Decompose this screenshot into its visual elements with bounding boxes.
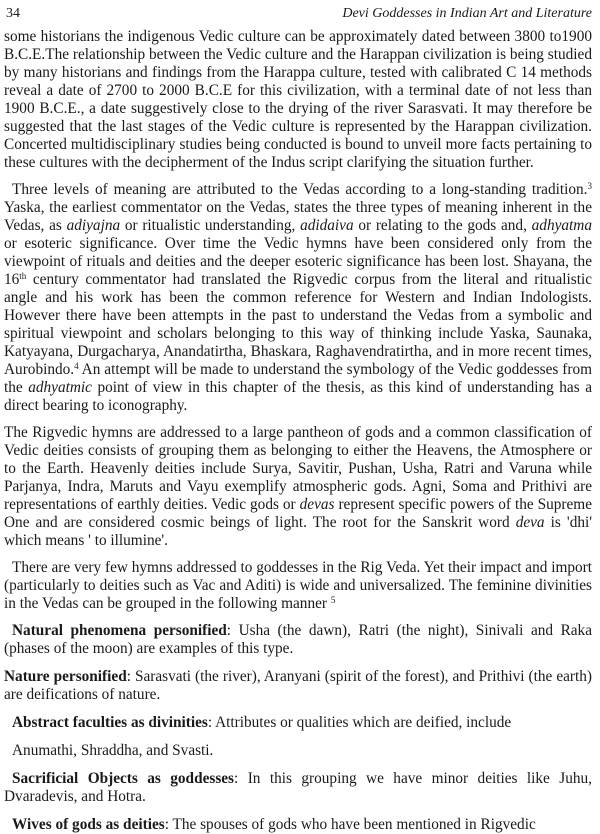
footnote-ref-4: 4: [74, 361, 79, 371]
group-term: Nature personified: [4, 668, 127, 685]
group-nature-personified: [4, 668, 592, 704]
paragraph-3-text-a: The Rigvedic hymns are addressed to a large pantheon of gods and a common classification of Vedic deities consists of grouping them as belonging to either the Heavens, the Atmosphere or to the Earth. Heavenly deities include Surya, Savitir, Pushan, Usha, Ratri and Varuna while Parjanya, Indra, Maruts and Vayu exemplify atmospheric gods. Agni, Soma and Prithivi are representations of earthly deities. Vedic gods or: [4, 424, 592, 513]
group-text: : The spouses of gods who have been mentioned in Rigvedic: [164, 816, 536, 833]
group-term: Sacrificial Objects as goddesses: [12, 770, 235, 787]
running-head: Devi Goddesses in Indian Art and Literature: [342, 6, 592, 21]
group-text: : Sarasvati (the river), Aranyani (spirit of the forest), and Prithivi (the earth) are deifications of nature.: [4, 668, 592, 703]
term-adhyatma: adhyatma: [531, 217, 592, 234]
page-number: 34: [6, 6, 20, 21]
group-term: Natural phenomena personified: [12, 622, 227, 639]
paragraph-3: [4, 424, 592, 550]
paragraph-2-text-e: or esoteric significance. Over time the Vedic hymns have been considered only from the viewpoint of rituals and deities and the deeper esoteric significance has been lost. Shayana, the 16: [4, 235, 592, 288]
term-deva: deva: [515, 514, 545, 531]
group-text: : In this grouping we have minor deities like Juhu, Dvaradevis, and Hotra.: [4, 770, 592, 805]
page-header: [4, 0, 592, 28]
group-term: Abstract faculties as divinities: [12, 714, 208, 731]
term-adidaiva: adidaiva: [300, 217, 354, 234]
group-text: : Attributes or qualities which are deified, include: [207, 714, 512, 731]
paragraph-1: some historians the indigenous Vedic culture can be approximately dated between 3800 to1900 B.C.E.The relationship between the Vedic culture and the Harappan civilization is being studied by many historians and findings from the Harappa culture, tested with calibrated C 14 methods reveal a date of 2700 to 2000 B.C.E for this civilization, with a terminal date of not less than 1900 B.C.E., a date suggestively close to the drying of the river Sarasvati. It may therefore be suggested that the last stages of the Vedic culture is represented by the Harappan civilization. Concerted multidisciplinary studies being conducted is bound to unveil more facts pertaining to these cultures with the decipherment of the Indus script clarifying the situation further.: [4, 28, 592, 171]
paragraph-4: [4, 559, 592, 613]
paragraph-2-text-d: or relating to the gods and,: [353, 217, 532, 234]
paragraph-2: [4, 181, 592, 415]
paragraph-4-text: There are very few hymns addressed to goddesses in the Rig Veda. Yet their impact and import (particularly to deities such as Vac and Aditi) is wide and universalized. The feminine divinities in the Vedas can be grouped in the following manner: [4, 559, 593, 612]
group-term: Wives of gods as deities: [12, 816, 165, 833]
group-wives-of-gods: [4, 816, 592, 834]
paragraph-2-text-h: point of view in this chapter of the thesis, as this kind of understanding has a direct bearing to iconography.: [4, 379, 592, 414]
group-text: Anumathi, Shraddha, and Svasti.: [12, 742, 214, 759]
term-adhyatmic: adhyatmic: [28, 379, 92, 396]
footnote-ref-3: 3: [587, 181, 592, 191]
group-text: : Usha (the dawn), Ratri (the night), Sinivali and Raka (phases of the moon) are examples of this type.: [4, 622, 592, 657]
group-abstract-faculties-continued: [4, 742, 592, 760]
group-abstract-faculties: [4, 714, 592, 732]
paragraph-3-text-c: is 'dhi' which means ' to illumine'.: [4, 514, 592, 549]
footnote-ref-5: 5: [330, 595, 336, 605]
group-natural-phenomena: [4, 622, 592, 658]
group-sacrificial-objects: [4, 770, 592, 806]
paragraph-2-text-g: An attempt will be made to understand the symbology of the Vedic goddesses from the: [4, 361, 592, 396]
paragraph-2-text-a: Three levels of meaning are attributed to the Vedas according to a long-standing tradition.: [12, 181, 588, 198]
term-adiyajna: adiyajna: [66, 217, 121, 234]
term-devas: devas: [299, 496, 335, 513]
superscript-th: th: [19, 271, 27, 281]
paragraph-2-text-c: or ritualistic understanding,: [120, 217, 301, 234]
paragraph-2-text-b: Yaska, the earliest commentator on the Vedas, states the three types of meaning inherent in the Vedas, as: [4, 199, 592, 234]
paragraph-3-text-b: represent specific powers of the Supreme One and are considered cosmic beings of light. The root for the Sanskrit word: [4, 496, 592, 531]
paragraph-2-text-f: century commentator had translated the Rigvedic corpus from the literal and ritualistic angle and his work has been the common reference for Western and Indian Indologists. However there have been attempts in the past to understand the Vedas from a symbolic and spiritual viewpoint and scholars belonging to this way of thinking include Yaska, Saunaka, Katyayana, Durgacharya, Anandatirtha, Bhaskara, Raghavendratirtha, and in more recent times, Aurobindo.: [4, 271, 592, 378]
